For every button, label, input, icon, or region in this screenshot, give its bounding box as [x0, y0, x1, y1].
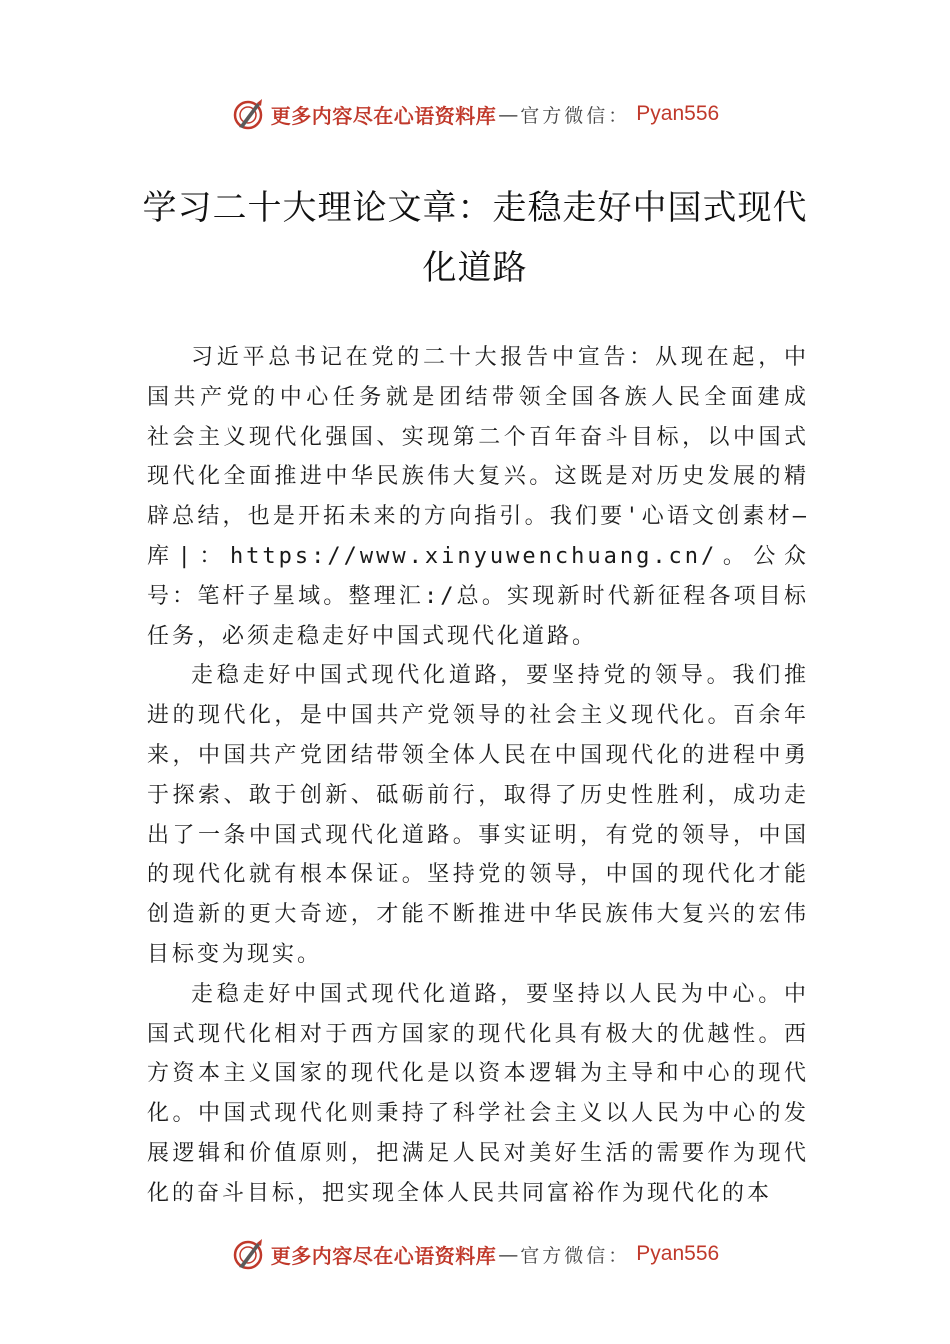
- wechat-label: 官方微信：: [520, 104, 631, 127]
- article-body: [147, 338, 809, 1214]
- separator-dash: —: [498, 1242, 519, 1266]
- paragraph: 习近平总书记在党的二十大报告中宣告：从现在起，中国共产党的中心任务就是团结带领全国各族人民全面建成 社会主义现代化强国、实现第二个百年奋斗目标，以中国式现代化全面推进中华民族伟大复兴。这既是对历史发展的精辟总结，也是开拓未来的方向指引。我们要'心语文创素材—库|：https://www.xinyuwenchuang.cn/。公众号：笔杆子星域。整理汇:/总。实现新时代新征程各项目标任务，必须走稳走好中国式现代化道路。: [147, 345, 809, 649]
- paragraph: 走稳走好中国式现代化道路，要坚持党的领导。我们推进的现代化，是中国共产党领导的社会主义现代化。百余年来，中国共产党团结带领全体人民在中国现代化的进程中勇于探索、敢于创新、砥砺前行，取得了历史性胜利，成功走出了一条中国式现代化道路。事实证明，有党的领导，中国的现代化就有根本保证。坚持党的领导，中国的现代化才能创造新的更大奇迹，才能不断推进中华民族伟大复兴的宏伟目标变为现实。: [147, 663, 809, 967]
- wechat-label: 官方微信：: [520, 1244, 631, 1267]
- header-watermark-banner: [0, 90, 950, 138]
- paragraph: 走稳走好中国式现代化道路，要坚持以人民为中心。中国式现代化相对于西方国家的现代化具有极大的优越性。西方资本主义国家的现代化是以资本逻辑为主导和中心的现代化。中国式现代化则秉持了科学社会主义以人民为中心的发展逻辑和价值原则，把满足人民对美好生活的需要作为现代化的奋斗目标，把实现全体人民共同富裕作为现代化的本: [147, 981, 809, 1206]
- quill-pen-seal-icon: [231, 97, 265, 131]
- footer-watermark-banner: [0, 1230, 950, 1278]
- wechat-id: Pyan556: [636, 102, 720, 125]
- page-title: 学习二十大理论文章：走稳走好中国式现代化道路: [142, 188, 808, 288]
- separator-dash: —: [498, 102, 519, 126]
- quill-pen-seal-icon: [231, 1237, 265, 1271]
- promo-text: 更多内容尽在心语资料库: [270, 1243, 497, 1268]
- promo-text: 更多内容尽在心语资料库: [270, 103, 497, 128]
- wechat-id: Pyan556: [636, 1242, 720, 1265]
